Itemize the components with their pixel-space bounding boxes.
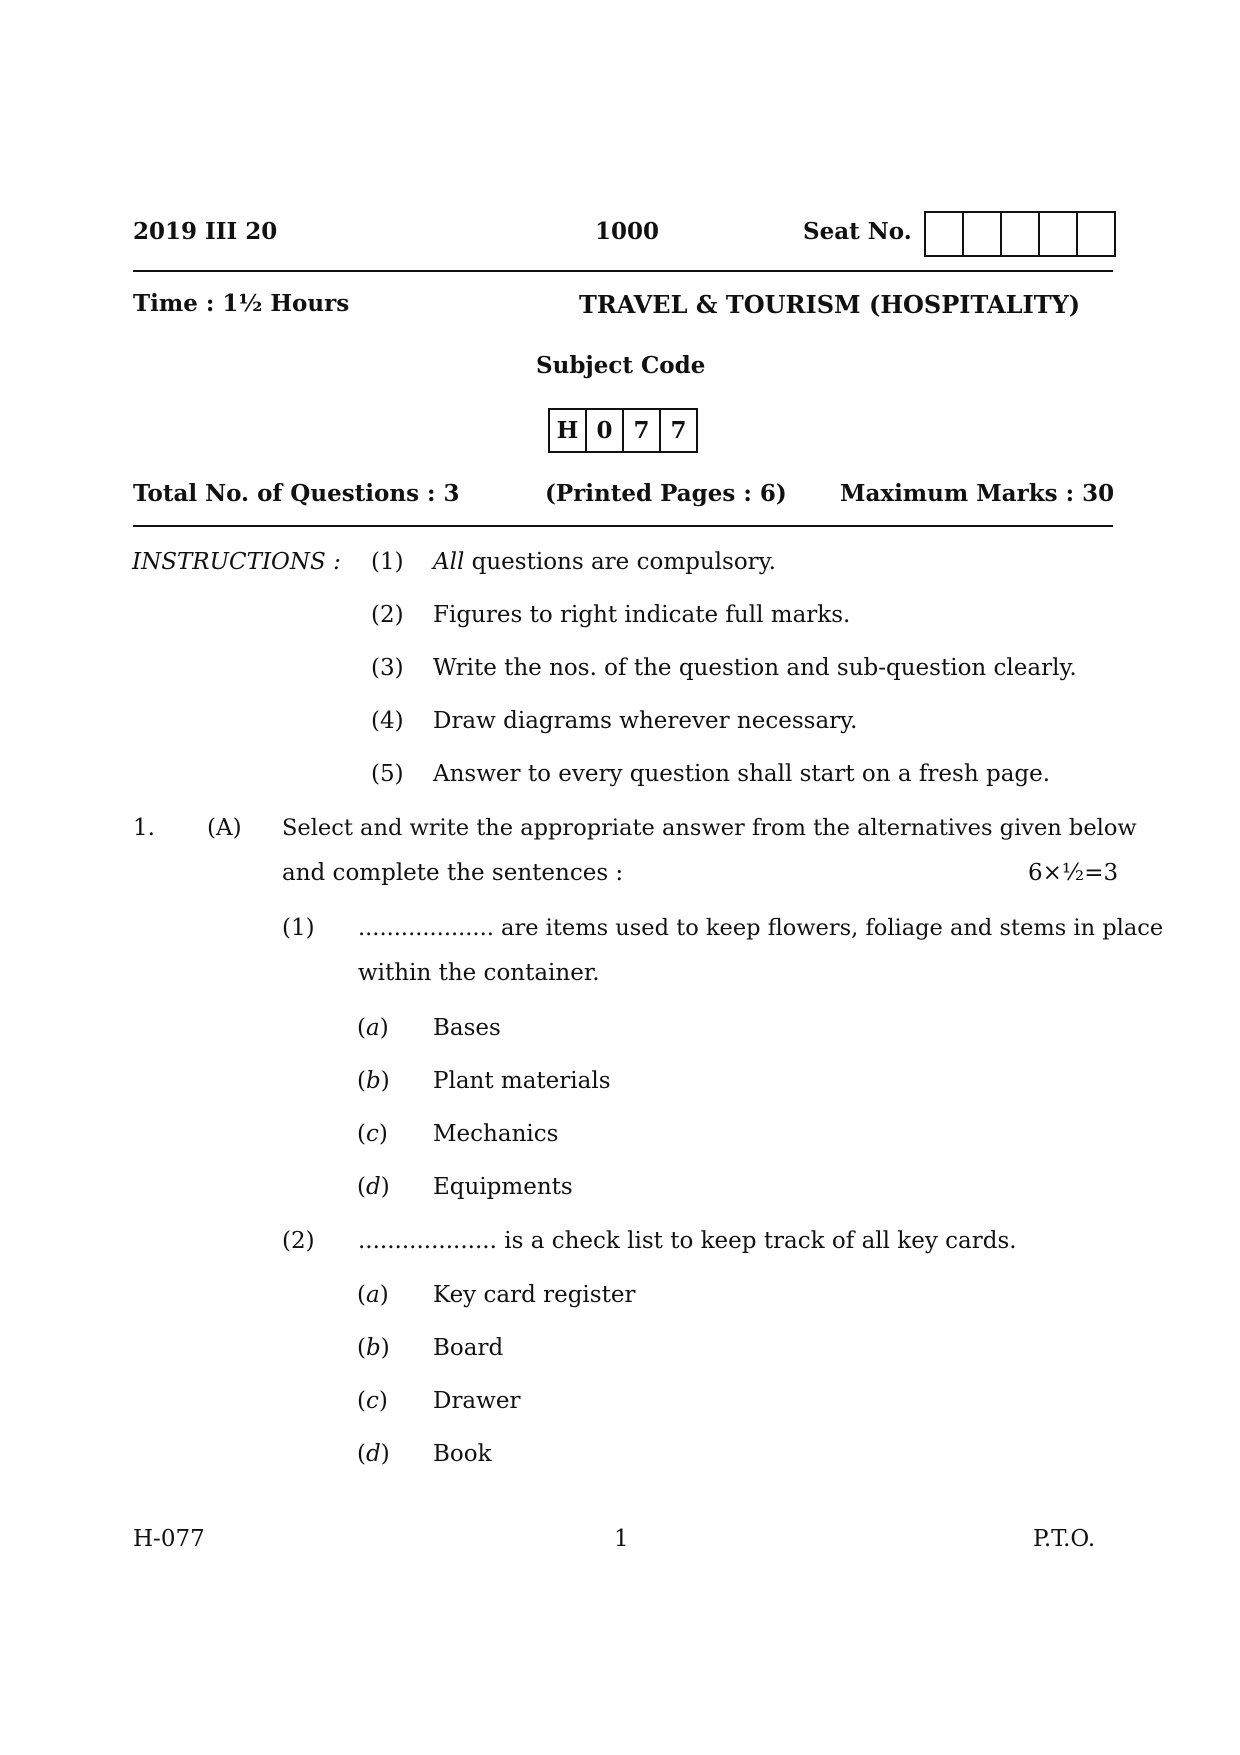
subject-code-char: 0 [587,410,624,451]
question-text-line1: Select and write the appropriate answer from the alternatives given below [282,815,1137,841]
seat-box[interactable] [1040,213,1078,255]
instruction-number: (4) [371,708,404,734]
page-number: 1 [614,1526,629,1552]
seat-box[interactable] [1002,213,1040,255]
header-divider [133,270,1113,272]
subject-title: TRAVEL & TOURISM (HOSPITALITY) [579,290,1081,319]
instruction-text: Figures to right indicate full marks. [433,602,851,628]
seat-box[interactable] [1078,213,1114,255]
question-part: (A) [207,815,242,841]
option-label: (d) [357,1441,390,1467]
seat-number-boxes[interactable] [924,211,1116,257]
instruction-text: questions are compulsory. [464,549,776,575]
subquestion-number: (1) [282,915,315,941]
question-number: 1. [133,815,155,841]
option-label: (b) [357,1068,390,1094]
instruction-item [433,549,776,575]
instruction-emphasis: All [433,549,465,575]
option-label: (a) [357,1282,389,1308]
option-text: Bases [433,1015,501,1041]
total-questions: Total No. of Questions : 3 [133,480,460,507]
instruction-number: (2) [371,602,404,628]
question-text-line2: and complete the sentences : [282,860,624,886]
series-number: 1000 [595,218,660,245]
pto-label: P.T.O. [1033,1526,1096,1552]
instruction-text: Draw diagrams wherever necessary. [433,708,858,734]
option-text: Plant materials [433,1068,611,1094]
seat-box[interactable] [964,213,1002,255]
max-marks: Maximum Marks : 30 [840,480,1115,507]
instruction-text: Answer to every question shall start on a fresh page. [433,761,1051,787]
subject-code-char: H [550,410,587,451]
footer-code: H-077 [133,1526,205,1552]
instruction-number: (5) [371,761,404,787]
option-text: Key card register [433,1282,636,1308]
option-label: (b) [357,1335,390,1361]
option-text: Mechanics [433,1121,559,1147]
option-text: Equipments [433,1174,573,1200]
instruction-text: Write the nos. of the question and sub-question clearly. [433,655,1077,681]
option-label: (a) [357,1015,389,1041]
exam-time: Time : 1½ Hours [133,290,350,317]
instruction-number: (1) [371,549,404,575]
question-marks: 6×½=3 [1028,860,1119,886]
option-label: (c) [357,1121,388,1147]
exam-code: 2019 III 20 [133,218,278,245]
instructions-label: INSTRUCTIONS : [132,549,341,575]
subject-code-char: 7 [624,410,661,451]
printed-pages: (Printed Pages : 6) [545,480,787,507]
option-text: Drawer [433,1388,521,1414]
option-text: Board [433,1335,504,1361]
subquestion-number: (2) [282,1228,315,1254]
subject-code-char: 7 [670,417,687,444]
subquestion-text-line1: ................... are items used to keep flowers, foliage and stems in place [358,915,1164,941]
subquestion-text-line1: ................... is a check list to keep track of all key cards. [358,1228,1017,1254]
subject-code-boxes [548,408,698,453]
instruction-number: (3) [371,655,404,681]
option-label: (c) [357,1388,388,1414]
header-bottom-divider [133,525,1113,527]
subquestion-text-line2: within the container. [358,960,600,986]
option-label: (d) [357,1174,390,1200]
seat-label: Seat No. [803,218,912,245]
seat-box[interactable] [926,213,964,255]
subject-code-label: Subject Code [536,352,706,379]
option-text: Book [433,1441,492,1467]
